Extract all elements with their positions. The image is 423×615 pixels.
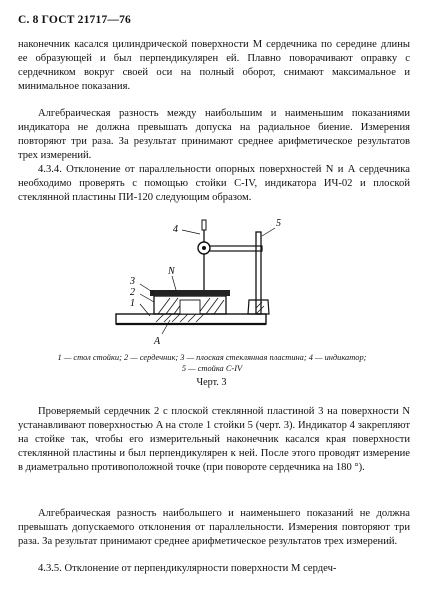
label-2: 2 [130,287,135,298]
stand-column [256,232,261,314]
paragraph-6: 4.3.5. Отклонение от перпендикулярности поверхности М сердеч- [38,563,337,574]
label-N: N [168,266,175,277]
glass-plate [150,290,230,296]
page-header: С. 8 ГОСТ 21717—76 [18,14,131,26]
paragraph-4: Проверяемый сердечник 2 с плоской стеклянной пластиной 3 на поверхности N устанавливают поверхностью A на столе 1 стойки 5 (черт. 3). Индикатор 4 закрепляют на стойке так, чтобы его измерительный наконечник касался края поверхности стеклянной пластины и был перпендикулярен к ней. После этого проводят измерение в диаметрально противоположной точке (при повороте сердечника на 180 °). [18,406,410,474]
label-A: A [154,336,161,347]
label-4: 4 [173,224,178,235]
paragraph-2: Алгебраическая разность между наибольшим и наименьшим показаниями индикатора не должна превышать допуска на радиальное биение. Измерения повторяют три раза. За результат принимают среднее арифметическое результатов трех измерений. [18,108,410,162]
figure-caption [22,352,402,374]
label-5: 5 [276,218,281,229]
label-1: 1 [130,298,135,309]
caption-line-1: 1 — стол стойки; 2 — сердечник; 3 — плоская стеклянная пластина; 4 — индикатор; [57,353,367,362]
paragraph-3: 4.3.4. Отклонение от параллельности опорных поверхностей N и A сердечника необходимо проверять с помощью стойки С-IV, индикатора ИЧ-02 и плоской стеклянной пластины ПИ-120 следующим образом. [18,164,410,204]
figure-title: Черт. 3 [196,377,227,388]
caption-line-2: 5 — стойка С-IV [181,364,243,373]
paragraph-1: наконечник касался цилиндрической поверхности М сердечника по середине длины ее образующей и был перпендикулярен ей. Плавно поворачивают оправку с сердечником вокруг своей оси на полный оборот, снимают максимальное и минимальное показания. [18,39,410,93]
paragraph-5: Алгебраическая разность наибольшего и наименьшего показаний не должна превышать допускаемого отклонения от параллельности. Измерения повторяют три раза. За результат принимают среднее арифметическое результатов трех измерений. [18,508,410,548]
figure-3-diagram [110,210,310,350]
label-3: 3 [130,276,135,287]
